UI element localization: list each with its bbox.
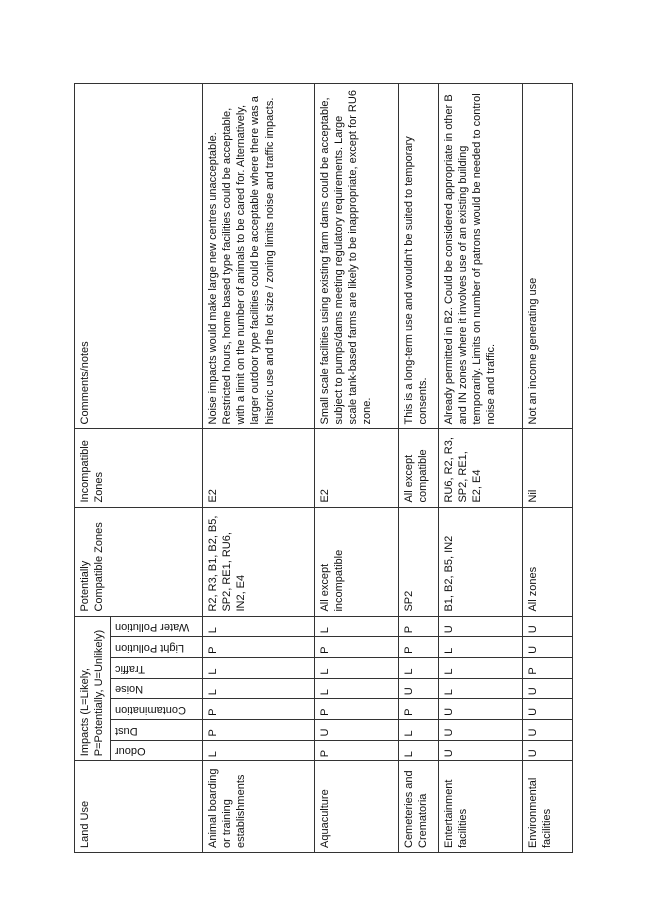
compatible-zones-cell: All zones [522,507,572,616]
header-odour: Odour [110,740,202,761]
noise-cell: L [438,678,522,699]
dust-cell: U [522,719,572,740]
header-row [75,84,111,853]
compatible-zones-cell: All except incompatible [314,507,398,616]
land-use-cell: Entertainment facilities [438,761,522,853]
odour-cell: U [438,740,522,761]
traffic-cell: L [398,657,438,678]
header-traffic: Traffic [110,657,202,678]
land-use-impacts-table [74,83,573,853]
header-dust: Dust [110,719,202,740]
dust-cell: L [398,719,438,740]
table-row [398,84,438,853]
water-cell: P [398,616,438,637]
table-row [438,84,522,853]
table-row [202,84,314,853]
header-compatible-zones: Potentially Compatible Zones [75,507,203,616]
traffic-cell: L [314,657,398,678]
incompatible-zones-cell: Nil [522,429,572,507]
noise-cell: U [522,678,572,699]
table-row [522,84,572,853]
header-incompatible-zones: Incompatible Zones [75,429,203,507]
rotated-table-container [74,83,564,853]
comments-cell: Not an income generating use [522,84,572,430]
light-cell: U [522,637,572,658]
header-impacts-line1: Impacts (L=Likely, [79,668,91,757]
light-cell: P [314,637,398,658]
compatible-zones-cell: SP2 [398,507,438,616]
incompatible-zones-cell: RU6, R2, R3, SP2, RE1, E2, E4 [438,429,522,507]
noise-cell: L [314,678,398,699]
comments-cell: Noise impacts would make large new centres unacceptable. Restricted hours, home based type facilities could be acceptable, with a limit on the number of animals to be cared for. Alternatively, larger outdoor type facilities could be acceptable where there was a historic use and the lot size / zoning limits noise and traffic impacts. [202,84,314,430]
land-use-cell: Aquaculture [314,761,398,853]
light-cell: L [438,637,522,658]
incompatible-zones-cell: All except compatible [398,429,438,507]
contamination-cell: P [398,699,438,720]
traffic-cell: L [202,657,314,678]
contamination-cell: P [314,699,398,720]
header-impacts-line2: P=Potentially, U=Unlikely) [93,629,106,757]
water-cell: U [522,616,572,637]
dust-cell: U [314,719,398,740]
dust-cell: P [202,719,314,740]
incompatible-zones-cell: E2 [314,429,398,507]
header-noise: Noise [110,678,202,699]
header-contamination: Contamination [110,699,202,720]
comments-cell: Small scale facilities using existing farm dams could be acceptable, subject to pumps/dams meeting regulatory requirements. Large scale tank-based farms are likely to be inappropriate, except for RU6 zone. [314,84,398,430]
compatible-zones-cell: B1, B2, B5, IN2 [438,507,522,616]
header-light-pollution: Light Pollution [110,637,202,658]
incompatible-zones-cell: E2 [202,429,314,507]
water-cell: U [438,616,522,637]
contamination-cell: U [438,699,522,720]
water-cell: L [314,616,398,637]
comments-cell: Already permitted in B2. Could be considered appropriate in other B and IN zones where it involves use of an existing building temporarily. Limits on number of patrons would be needed to control noise and traffic. [438,84,522,430]
land-use-cell: Animal boarding or training establishments [202,761,314,853]
table-row [314,84,398,853]
land-use-cell: Environmental facilities [522,761,572,853]
noise-cell: U [398,678,438,699]
noise-cell: L [202,678,314,699]
header-water-pollution: Water Pollution [110,616,202,637]
light-cell: P [202,637,314,658]
light-cell: P [398,637,438,658]
traffic-cell: P [522,657,572,678]
header-land-use: Land Use [75,761,203,853]
odour-cell: U [522,740,572,761]
contamination-cell: P [202,699,314,720]
header-impacts [75,616,111,761]
contamination-cell: U [522,699,572,720]
header-comments: Comments/notes [75,84,203,430]
odour-cell: L [202,740,314,761]
odour-cell: P [314,740,398,761]
land-use-cell: Cemeteries and Crematoria [398,761,438,853]
water-cell: L [202,616,314,637]
traffic-cell: L [438,657,522,678]
compatible-zones-cell: R2, R3, B1, B2, B5, SP2, RE1, RU6, IN2, E4 [202,507,314,616]
dust-cell: U [438,719,522,740]
comments-cell: This is a long-term use and wouldn't be suited to temporary consents. [398,84,438,430]
odour-cell: L [398,740,438,761]
